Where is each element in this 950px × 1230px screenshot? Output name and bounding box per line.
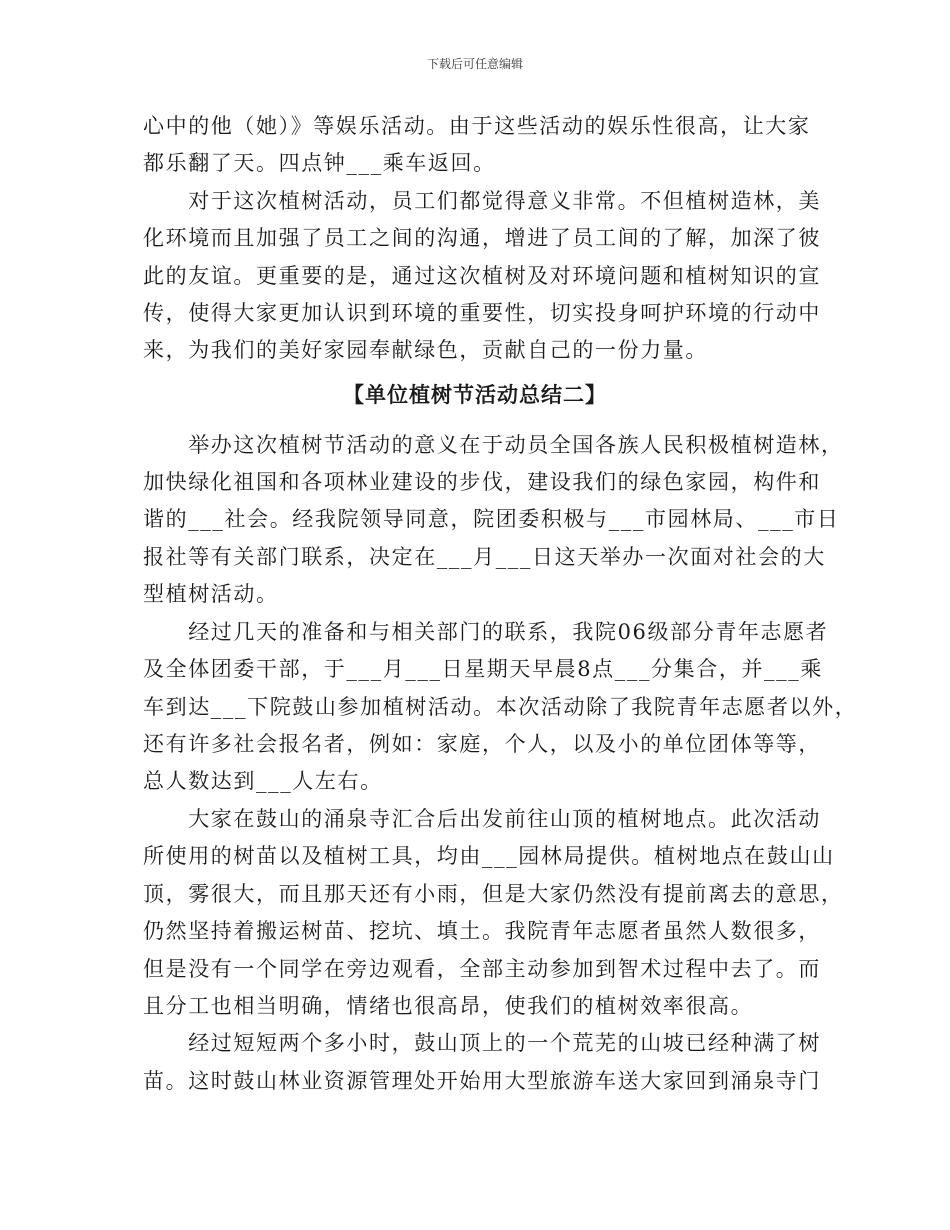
body-line: 举办这次植树节活动的意义在于动员全国各族人民积极植树造林，: [143, 433, 844, 457]
body-line: 型植树活动。: [143, 582, 279, 606]
body-line: 经过短短两个多小时，鼓山顶上的一个荒芜的山坡已经种满了树: [143, 1031, 821, 1055]
body-line: 总人数达到___人左右。: [143, 769, 383, 793]
body-line: 及全体团委干部，于___月___日星期天早晨8点___分集合，并___乘: [143, 657, 823, 681]
page-header: 下载后可任意编辑: [426, 57, 523, 71]
body-line: 来，为我们的美好家园奉献绿色，贡献自己的一份力量。: [143, 338, 708, 362]
body-line: 还有许多社会报名者，例如：家庭，个人，以及小的单位团体等等，: [143, 732, 821, 756]
body-line: 经过几天的准备和与相关部门的联系，我院06级部分青年志愿者: [143, 620, 829, 644]
body-line: 都乐翻了天。四点钟___乘车返回。: [143, 151, 496, 175]
body-line: 谐的___社会。经我院领导同意，院团委积极与___市园林局、___市日: [143, 507, 840, 531]
body-line: 心中的他（她）》等娱乐活动。由于这些活动的娱乐性很高，让大家: [143, 114, 811, 138]
body-line: 大家在鼓山的涌泉寺汇合后出发前往山顶的植树地点。此次活动: [143, 807, 821, 831]
body-line: 传，使得大家更加认识到环境的重要性，切实投身呵护环境的行动中: [143, 301, 821, 325]
body-line: 化环境而且加强了员工之间的沟通，增进了员工间的了解，加深了彼: [143, 226, 821, 250]
section-heading: 【单位植树节活动总结二】: [343, 382, 607, 407]
body-line: 此的友谊。更重要的是，通过这次植树及对环境问题和植树知识的宣: [143, 264, 821, 288]
body-line: 对于这次植树活动，员工们都觉得意义非常。不但植树造林，美: [143, 189, 821, 213]
body-line: 顶，雾很大，而且那天还有小雨，但是大家仍然没有提前离去的意思，: [143, 882, 844, 906]
body-line: 但是没有一个同学在旁边观看，全部主动参加到智术过程中去了。而: [143, 957, 821, 981]
body-line: 苗。这时鼓山林业资源管理处开始用大型旅游车送大家回到涌泉寺门: [143, 1069, 821, 1093]
body-line: 加快绿化祖国和各项林业建设的步伐，建设我们的绿色家园，构件和: [143, 470, 821, 494]
body-line: 且分工也相当明确，情绪也很高昂，使我们的植树效率很高。: [143, 994, 754, 1018]
body-line: 仍然坚持着搬运树苗、挖坑、填土。我院青年志愿者虽然人数很多，: [143, 919, 821, 943]
body-line: 车到达___下院鼓山参加植树活动。本次活动除了我院青年志愿者以外，: [143, 695, 858, 719]
body-line: 所使用的树苗以及植树工具，均由___园林局提供。植树地点在鼓山山: [143, 844, 835, 868]
body-line: 报社等有关部门联系，决定在___月___日这天举办一次面对社会的大: [143, 545, 826, 569]
